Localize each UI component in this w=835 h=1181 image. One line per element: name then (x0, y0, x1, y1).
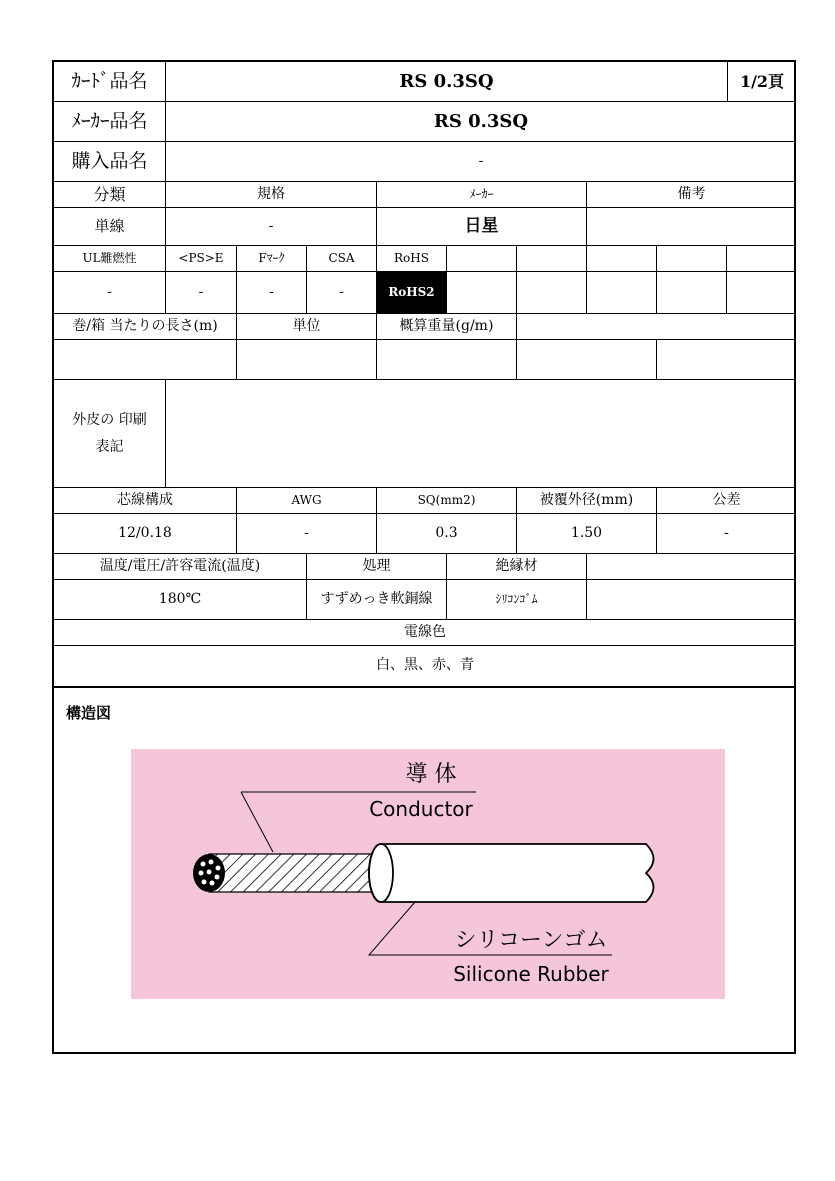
cert-value-fmark: - (237, 272, 307, 314)
weight-value (377, 340, 517, 380)
cert-header-ul: UL難燃性 (54, 246, 166, 272)
unit-value (237, 340, 377, 380)
cert-value-blank5 (727, 272, 796, 314)
maker-name-label: ﾒｰｶｰ品名 (54, 102, 166, 142)
cable-diagram (131, 749, 725, 999)
core-header: 芯線構成 (54, 488, 237, 514)
awg-value: - (237, 514, 377, 554)
maker-value: 日星 (377, 208, 587, 246)
category-header: 分類 (54, 182, 166, 208)
cert-value-blank3 (587, 272, 657, 314)
length-value (54, 340, 237, 380)
temp-header: 温度/電圧/許容電流(温度) (54, 554, 307, 580)
sq-header: SQ(mm2) (377, 488, 517, 514)
insulation-en: Silicone Rubber (453, 962, 609, 986)
length-extra-1 (517, 340, 657, 380)
od-value: 1.50 (517, 514, 657, 554)
cert-value-blank4 (657, 272, 727, 314)
cert-value-csa: - (307, 272, 377, 314)
temp-value: 180℃ (54, 580, 307, 620)
conductor-en: Conductor (369, 797, 473, 821)
insulation-header: 絶縁材 (447, 554, 587, 580)
wire-color-value: 白、黒、赤、青 (54, 646, 796, 688)
treatment-value: すずめっき軟銅線 (307, 580, 447, 620)
printing-label: 外皮の 印刷表記 (54, 380, 166, 488)
cert-value-blank2 (517, 272, 587, 314)
insulation-jp: シリコーンゴム (454, 928, 608, 953)
tol-header: 公差 (657, 488, 796, 514)
od-header: 被覆外径(mm) (517, 488, 657, 514)
length-header-blank (517, 314, 796, 340)
cert-value-ul: - (54, 272, 166, 314)
remarks-header: 備考 (587, 182, 796, 208)
page-number: 1/2頁 (728, 62, 796, 102)
standard-header: 規格 (166, 182, 377, 208)
treatment-header: 処理 (307, 554, 447, 580)
structure-title: 構造図 (66, 704, 112, 722)
cert-value-rohs: RoHS2 (377, 272, 447, 314)
core-value: 12/0.18 (54, 514, 237, 554)
cert-header-pse: <PS>E (166, 246, 237, 272)
weight-header: 概算重量(g/m) (377, 314, 517, 340)
cert-header-blank5 (727, 246, 796, 272)
sq-value: 0.3 (377, 514, 517, 554)
unit-header: 単位 (237, 314, 377, 340)
cert-header-rohs: RoHS (377, 246, 447, 272)
cert-header-blank1 (447, 246, 517, 272)
insulation-sheath (381, 844, 654, 902)
wire-color-label: 電線色 (54, 620, 796, 646)
structure-diagram (131, 749, 725, 1003)
spec-sheet (52, 60, 796, 1054)
cert-header-fmark: Fﾏｰｸ (237, 246, 307, 272)
maker-header: ﾒｰｶｰ (377, 182, 587, 208)
cert-header-blank4 (657, 246, 727, 272)
length-header: 巻/箱 当たりの長さ(m) (54, 314, 237, 340)
conductor-strands (209, 854, 381, 892)
cert-header-blank2 (517, 246, 587, 272)
cert-value-blank1 (447, 272, 517, 314)
category-value: 単線 (54, 208, 166, 246)
standard-value: - (166, 208, 377, 246)
awg-header: AWG (237, 488, 377, 514)
purchase-name-value: - (166, 142, 796, 182)
length-extra-2 (657, 340, 796, 380)
printing-value (166, 380, 796, 488)
ratings-header-blank (587, 554, 796, 580)
cert-value-pse: - (166, 272, 237, 314)
card-name-value: RS 0.3SQ (166, 62, 728, 102)
remarks-value (587, 208, 796, 246)
purchase-name-label: 購入品名 (54, 142, 166, 182)
cert-header-csa: CSA (307, 246, 377, 272)
maker-name-value: RS 0.3SQ (166, 102, 796, 142)
cert-header-blank3 (587, 246, 657, 272)
tol-value: - (657, 514, 796, 554)
ratings-value-blank (587, 580, 796, 620)
card-name-label: ｶｰﾄﾞ品名 (54, 62, 166, 102)
conductor-jp: 導 体 (405, 762, 457, 787)
insulation-value: ｼﾘｺﾝｺﾞﾑ (447, 580, 587, 620)
